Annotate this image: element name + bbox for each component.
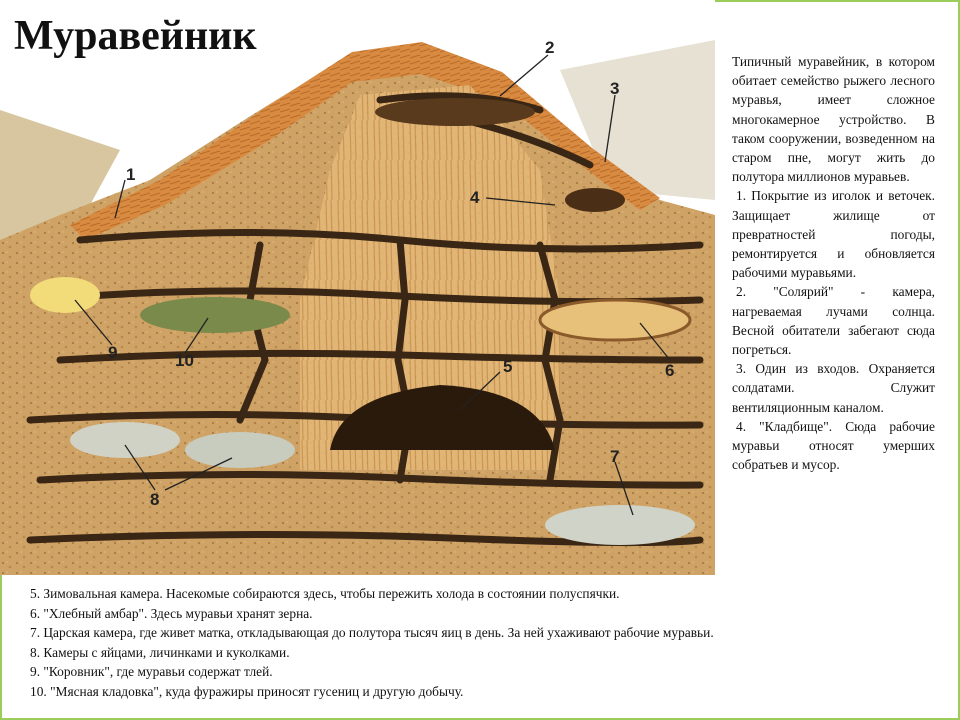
label-2: 2 <box>545 38 555 57</box>
label-1: 1 <box>126 165 136 184</box>
label-5: 5 <box>503 357 513 376</box>
legend-item-9: 9. "Коровник", где муравьи содержат тлей. <box>30 664 273 680</box>
meat-pantry-chamber <box>140 297 290 333</box>
legend-item-5: 5. Зимовальная камера. Насекомые собираются здесь, чтобы пережить холода в состоянии полуспячки. <box>30 586 620 601</box>
aphid-barn-chamber <box>30 277 100 313</box>
legend-item-7: 7. Царская камера, где живет матка, откладывающая до полутора тысяч яиц в день. За ней ухаживают рабочие муравьи. <box>30 625 714 641</box>
bottom-legend <box>30 584 930 702</box>
legend-item-10: 10. "Мясная кладовка", куда фуражиры приносят гусениц и другую добычу. <box>30 683 464 699</box>
label-3: 3 <box>610 79 620 98</box>
side-item-2: 2. "Солярий" - камера, нагреваемая лучами солнца. Весной обитатели забегают сюда погреться. <box>732 284 935 358</box>
intro-paragraph: Типичный муравейник, в котором обитает семейство рыжего лесного муравья, имеет сложное многокамерное устройство. В таком сооружении, возведенном на старом пне, могут жить до полутора миллионов муравьев. <box>732 54 935 185</box>
label-7: 7 <box>610 447 620 466</box>
brood-chamber-right <box>185 432 295 468</box>
side-item-1: 1. Покрытие из иголок и веточек. Защищает жилище от превратностей погоды, ремонтируется и обновляется рабочими муравьями. <box>732 188 935 281</box>
side-item-4: 4. "Кладбище". Сюда рабочие муравьи относят умерших собратьев и мусор. <box>732 418 935 473</box>
label-4: 4 <box>470 188 480 207</box>
legend-item-6: 6. "Хлебный амбар". Здесь муравьи хранят зерна. <box>30 605 313 621</box>
cemetery-chamber <box>565 188 625 212</box>
label-6: 6 <box>665 361 675 380</box>
royal-chamber <box>545 505 695 545</box>
brood-chamber-left <box>70 422 180 458</box>
label-10: 10 <box>175 351 194 370</box>
solarium-chamber <box>375 98 535 126</box>
label-8: 8 <box>150 490 160 509</box>
grain-barn-chamber <box>540 300 690 340</box>
page-title: Муравейник <box>14 13 257 59</box>
side-description <box>732 52 935 474</box>
legend-item-8: 8. Камеры с яйцами, личинками и куколками. <box>30 644 290 660</box>
label-9: 9 <box>108 343 118 362</box>
side-item-3: 3. Один из входов. Охраняется солдатами. Служит вентиляционным каналом. <box>732 361 935 415</box>
